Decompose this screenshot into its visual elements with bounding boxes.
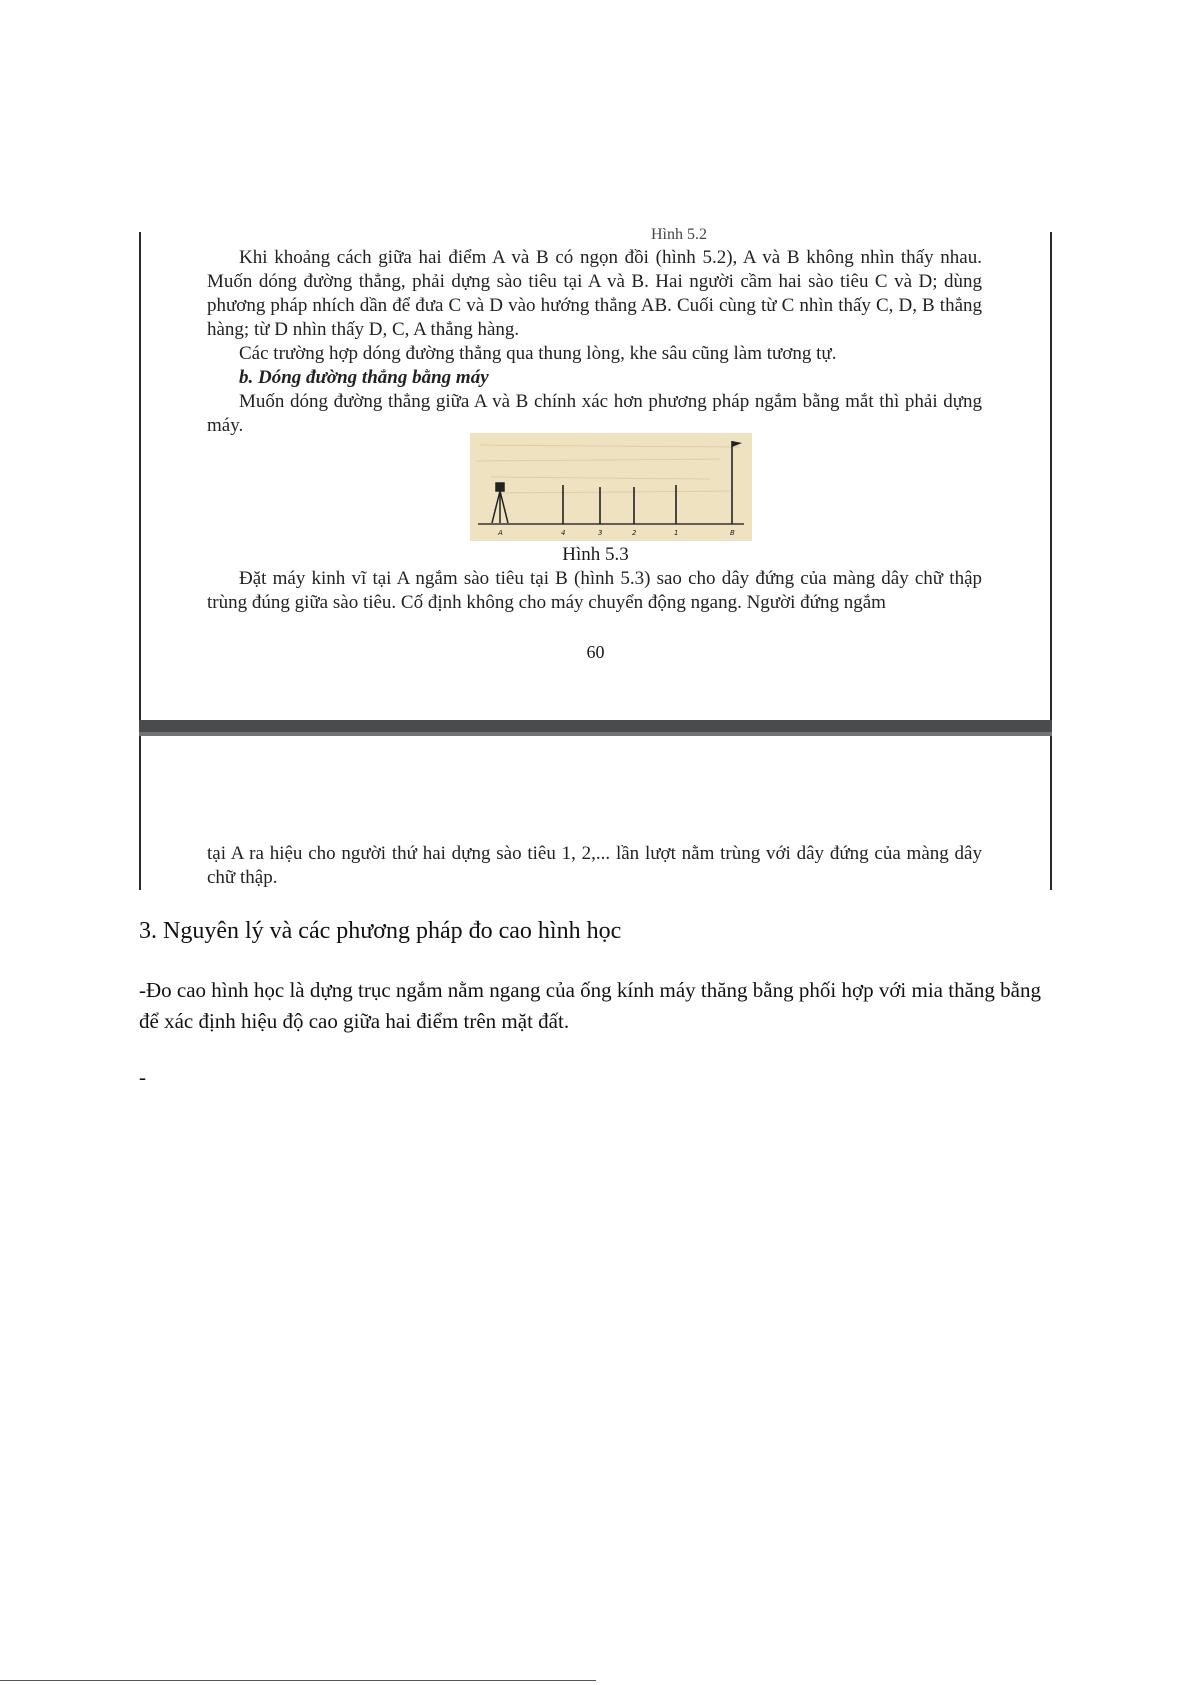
scanned-page-excerpt (139, 226, 1052, 890)
figure-label-b: B (730, 529, 735, 537)
section-paragraph: -Đo cao hình học là dựng trục ngắm nằm ngang của ống kính máy thăng bằng phối hợp với mia thăng bằng để xác định hiệu độ cao giữa hai điểm trên mặt đất. (139, 978, 1041, 1033)
scan-paragraph-3: Muốn dóng đường thẳng giữa A và B chính xác hơn phương pháp ngắm bằng mắt thì phải dựng máy. (207, 391, 982, 436)
figure-caption-5-3: Hình 5.3 (562, 544, 629, 565)
scan-paragraph-2: Các trường hợp dóng đường thẳng qua thung lòng, khe sâu cũng làm tương tự. (239, 343, 837, 364)
scan-paragraph-4: Đặt máy kinh vĩ tại A ngắm sào tiêu tại B (hình 5.3) sao cho dây đứng của màng dây chữ thập trùng đúng giữa sào tiêu. Cố định không cho máy chuyển động ngang. Người đứng ngắm (207, 568, 982, 613)
figure-label-2: 2 (632, 529, 637, 537)
figure-label-3: 3 (598, 529, 603, 537)
figure-label-4: 4 (561, 529, 566, 537)
cut-caption-hinh-5-2: Hình 5.2 (651, 226, 707, 243)
scan-paragraph-1: Khi khoảng cách giữa hai điểm A và B có ngọn đồi (hình 5.2), A và B không nhìn thấy nhau. Muốn dóng đường thẳng, phải dựng sào tiêu tại A và B. Hai người cầm hai sào tiêu C và D; dùng phương pháp nhích dần để đưa C và D vào hướng thẳng AB. Cuối cùng từ C nhìn thấy C, D, B thẳng hàng; từ D nhìn thấy D, C, A thẳng hàng. (207, 247, 982, 340)
scan-page-number: 60 (586, 642, 605, 662)
figure-5-3 (470, 433, 752, 541)
footnote-separator (0, 1680, 596, 1681)
list-dash: - (139, 1065, 146, 1089)
section-heading: 3. Nguyên lý và các phương pháp đo cao hình học (139, 918, 622, 944)
page-separator (139, 720, 1052, 736)
figure-label-a: A (498, 529, 503, 537)
figure-5-3-drawing (470, 433, 752, 541)
scan-subheading-b: b. Dóng đường thẳng bằng máy (239, 367, 489, 388)
figure-label-1: 1 (674, 529, 679, 537)
scan-paragraph-5: tại A ra hiệu cho người thứ hai dựng sào tiêu 1, 2,... lần lượt nằm trùng với dây đứng của màng dây chữ thập. (207, 843, 982, 888)
